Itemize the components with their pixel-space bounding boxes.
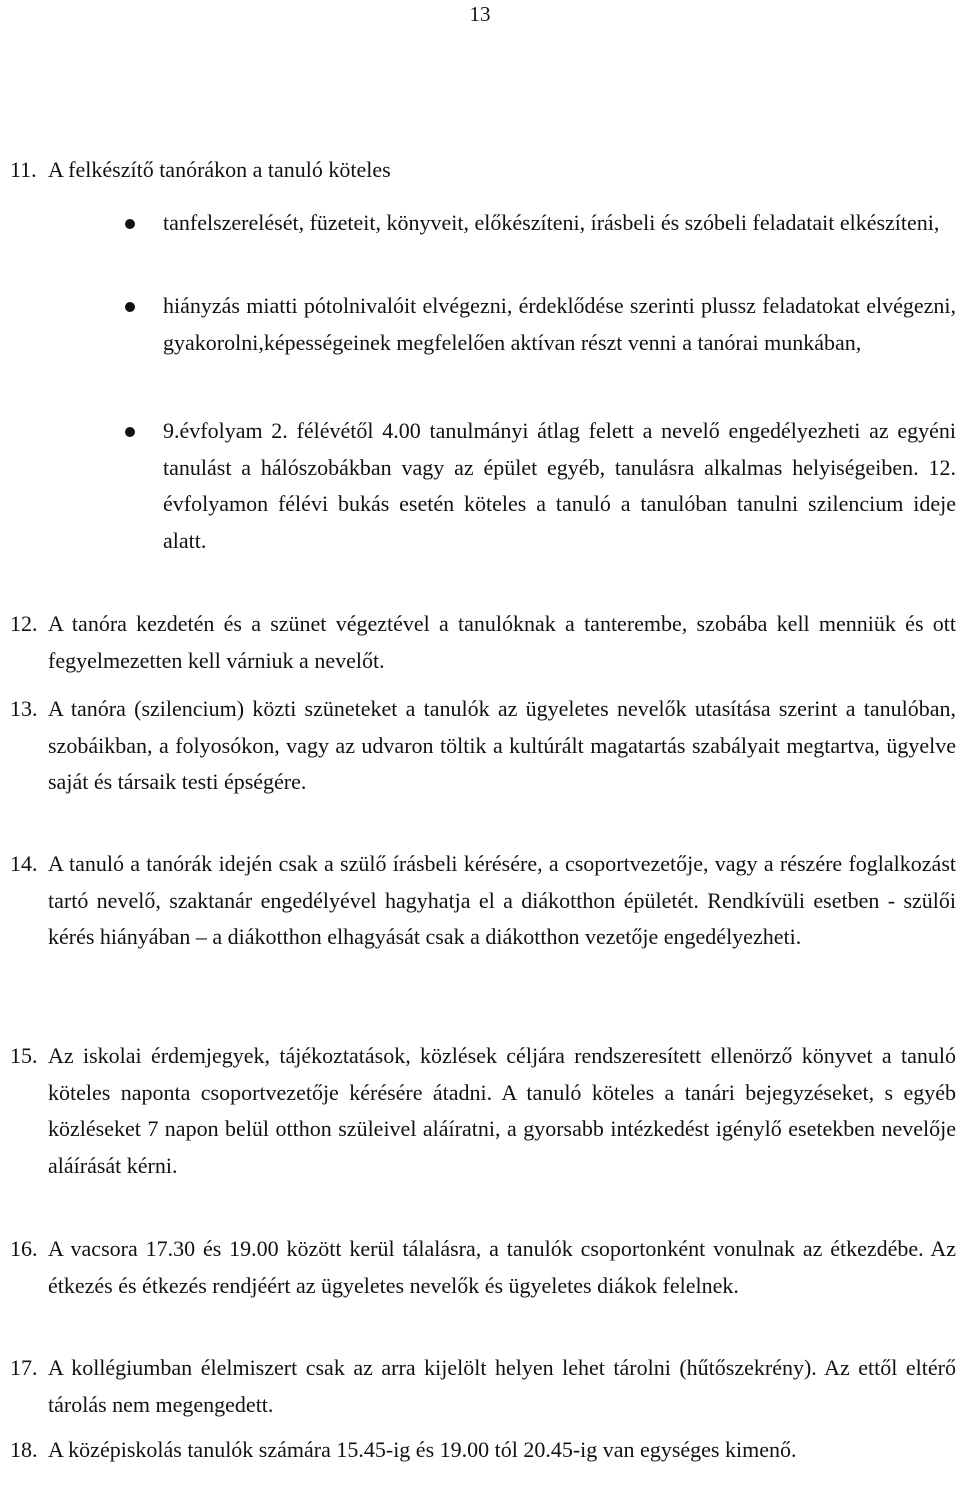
list-item-17 xyxy=(0,1350,956,1424)
bullet-item xyxy=(0,288,956,398)
bullet-dot-icon xyxy=(125,427,135,437)
item-text: A tanóra (szilencium) közti szüneteket a tanulók az ügyeletes nevelők utasítása szerint a tanulóban, szobáikban, a folyosókon, vagy az udvaron töltik a kultúrált magatartás szabályait megtartva, ügyelve saját és társaik testi épségére. xyxy=(48,696,956,794)
list-item-13 xyxy=(0,691,956,838)
item-text: A középiskolás tanulók számára 15.45-ig és 19.00 tól 20.45-ig van egységes kimenő. xyxy=(48,1437,797,1462)
item-number: 11. xyxy=(10,157,37,182)
bullet-text: tanfelszerelését, füzeteit, könyveit, előkészíteni, írásbeli és szóbeli feladatait elkészíteni, xyxy=(163,210,940,235)
item-number: 15. xyxy=(10,1043,38,1068)
list-item-12 xyxy=(0,606,956,680)
item-number: 12. xyxy=(10,611,38,636)
item-text: Az iskolai érdemjegyek, tájékoztatások, közlések céljára rendszeresített ellenörző könyvet a tanuló köteles naponta csoportvezetője kérésére átadni. A tanuló köteles a tanári bejegyzéseket, s egyéb közléseket 7 napon belül otthon szüleivel aláíratni, a gyorsabb intézkedést igénylő esetekben nevelője aláírását kérni. xyxy=(48,1043,956,1178)
bullet-dot-icon xyxy=(125,302,135,312)
bullet-item xyxy=(0,413,956,598)
bullet-dot-icon xyxy=(125,219,135,229)
item-text: A felkészítő tanórákon a tanuló köteles xyxy=(48,157,391,182)
item-number: 16. xyxy=(10,1236,38,1261)
item-text: A tanuló a tanórák idején csak a szülő írásbeli kérésére, a csoportvezetője, vagy a részére foglalkozást tartó nevelő, szaktanár engedélyével hagyhatja el a diákotthon épületét. Rendkívüli esetben - szülői kérés hiányában – a diákotthon elhagyását csak a diákotthon vezetője engedélyezheti. xyxy=(48,851,956,949)
page-number: 13 xyxy=(469,2,491,26)
list-item-14 xyxy=(0,846,956,1030)
item-text: A kollégiumban élelmiszert csak az arra kijelölt helyen lehet tárolni (hűtőszekrény). Az ettől eltérő tárolás nem megengedett. xyxy=(48,1355,956,1417)
item-number: 13. xyxy=(10,696,38,721)
item-text: A tanóra kezdetén és a szünet végeztével a tanulóknak a tanterembe, szobába kell menniük és ott fegyelmezetten kell várniuk a nevelőt. xyxy=(48,611,956,673)
list-item-11 xyxy=(0,152,956,189)
item-number: 18. xyxy=(10,1437,38,1462)
list-item-15 xyxy=(0,1038,956,1222)
bullet-text: hiányzás miatti pótolnivalóit elvégezni, érdeklődése szerinti plussz feladatokat elvégezni, gyakorolni,képességeinek megfelelően aktívan részt venni a tanórai munkában, xyxy=(163,293,956,355)
item-text: A vacsora 17.30 és 19.00 között kerül tálalásra, a tanulók csoportonként vonulnak az étkezdébe. Az étkezés és étkezés rendjéért az ügyeletes nevelők és ügyeletes diákok felelnek. xyxy=(48,1236,956,1298)
item-number: 14. xyxy=(10,851,38,876)
item-number: 17. xyxy=(10,1355,38,1380)
list-item-16 xyxy=(0,1231,956,1341)
bullet-text: 9.évfolyam 2. félévétől 4.00 tanulmányi átlag felett a nevelő engedélyezheti az egyéni tanulást a hálószobákban vagy az épület egyéb, tanulásra alkalmas helyiségeiben. 12. évfolyamon félévi bukás esetén köteles a tanuló a tanulóban tanulni szilencium ideje alatt. xyxy=(163,418,956,553)
bullet-item xyxy=(0,205,956,279)
list-item-18 xyxy=(0,1432,956,1506)
